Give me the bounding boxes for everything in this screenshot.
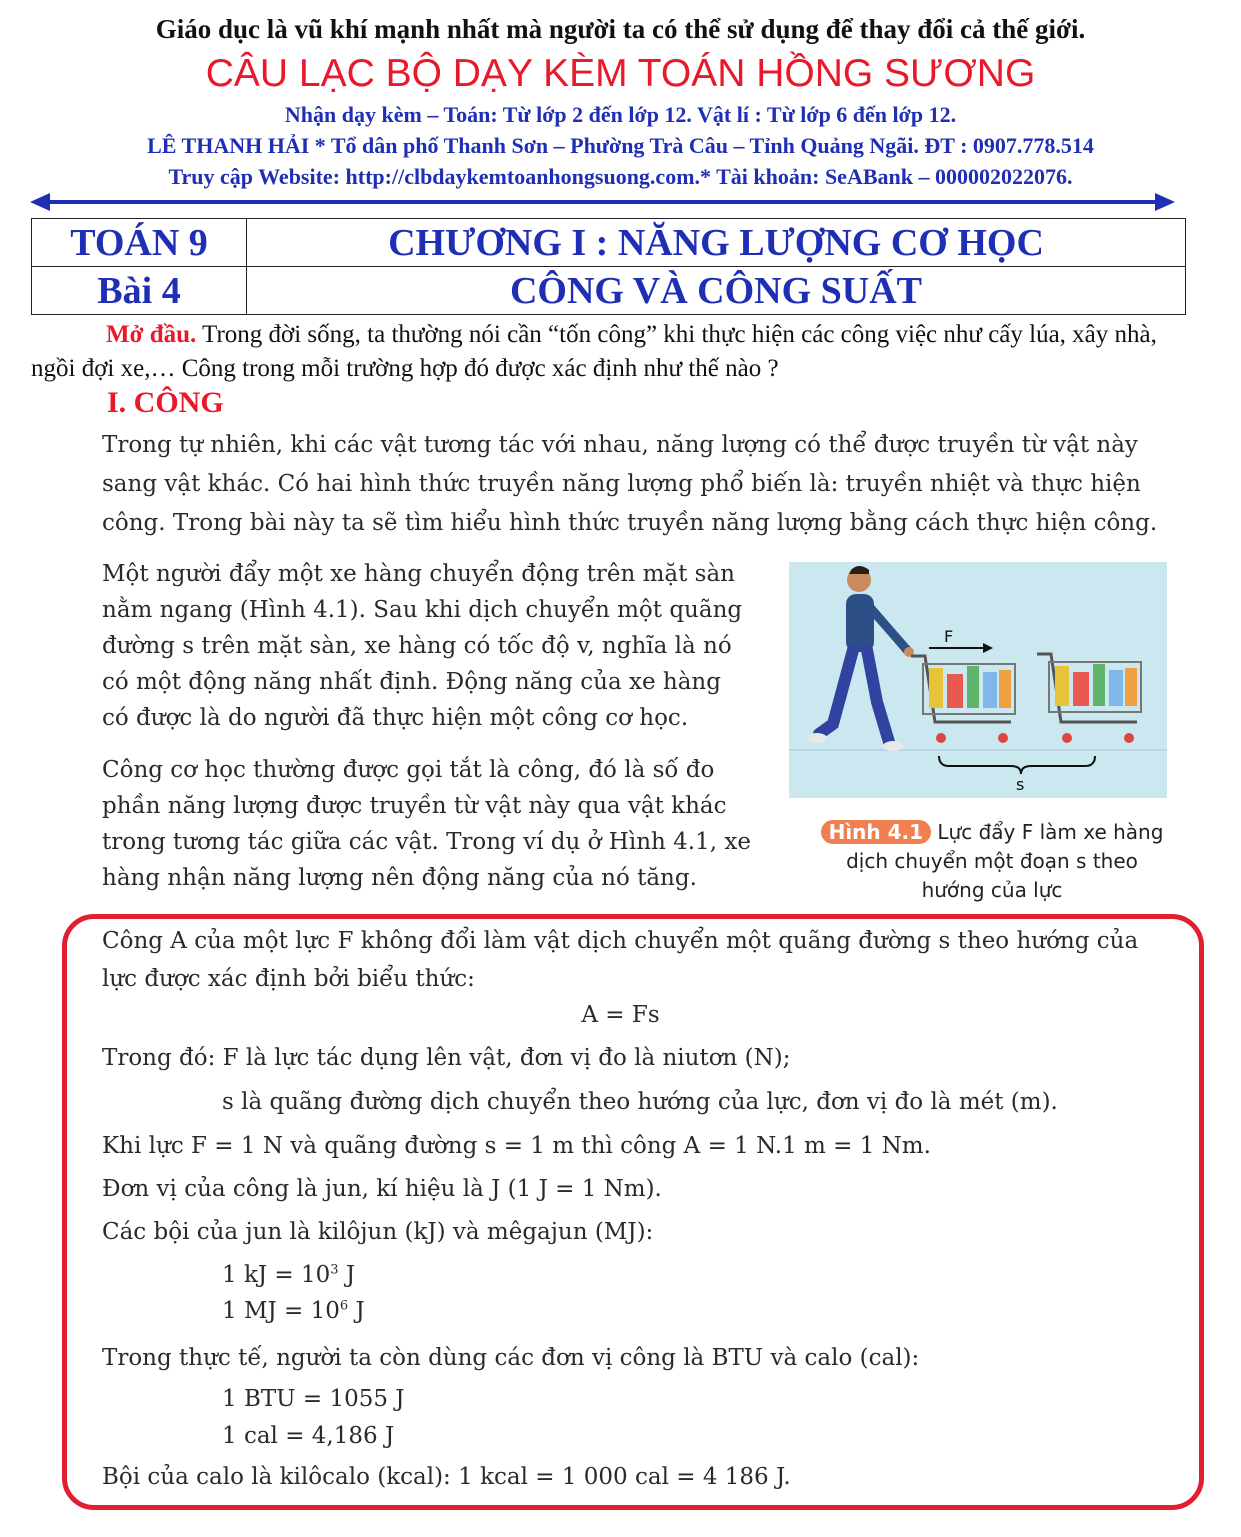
intro-lead: Mở đầu.	[106, 321, 197, 348]
double-arrow-divider	[30, 190, 1175, 214]
person-pushing-cart-illustration	[789, 562, 1167, 798]
intro-text: Trong đời sống, ta thường nói cần “tốn công” khi thực hiện các công việc như cấy lúa, xây nhà, ngồi đợi xe,… Công trong mỗi trường hợp đó được xác định như thế nào ?	[31, 321, 1157, 382]
megajoule-conversion	[222, 1298, 365, 1324]
figure-caption-text: Lực đẩy F làm xe hàng dịch chuyển một đoạn s theo hướng của lực	[846, 820, 1164, 902]
definition-line-1: Công A của một lực F không đổi làm vật dịch chuyển một quãng đường s theo hướng của	[102, 928, 1139, 954]
force-label: F	[944, 627, 954, 646]
calorie-conversion: 1 cal = 4,186 J	[222, 1423, 395, 1449]
definition-unit: Đơn vị của công là jun, kí hiệu là J (1 J = 1 Nm).	[102, 1176, 662, 1202]
lesson-cell: Bài 4	[32, 267, 247, 315]
intro-paragraph	[31, 318, 1191, 386]
kilojoule-conversion	[222, 1262, 355, 1288]
paragraph-work-definition: Công cơ học thường được gọi tắt là công, đó là số đo phần năng lượng được truyền từ vật này qua vật khác trong tương tác giữa các vật. Trong ví dụ ở Hình 4.1, xe hàng nhận năng lượng nên động năng của nó tăng.	[102, 757, 751, 891]
kilojoule-unit: J	[338, 1262, 356, 1288]
definition-example: Khi lực F = 1 N và quãng đường s = 1 m thì công A = 1 N.1 m = 1 Nm.	[102, 1133, 931, 1159]
figure-4-1	[789, 562, 1167, 798]
megajoule-exponent: 6	[339, 1298, 349, 1314]
chapter-cell: CHƯƠNG I : NĂNG LƯỢNG CƠ HỌC	[247, 219, 1186, 267]
figure-caption-badge: Hình 4.1	[821, 820, 931, 844]
megajoule-base: 1 MJ = 10	[222, 1298, 340, 1324]
definition-practice: Trong thực tế, người ta còn dùng các đơn vị công là BTU và calo (cal):	[102, 1345, 920, 1371]
club-name: CÂU LẠC BỘ DẠY KÈM TOÁN HỒNG SƯƠNG	[205, 52, 1036, 95]
lesson-title-cell: CÔNG VÀ CÔNG SUẤT	[247, 267, 1186, 315]
paragraph-cart-example: Một người đẩy một xe hàng chuyển động trên mặt sàn nằm ngang (Hình 4.1). Sau khi dịch chuyển một quãng đường s trên mặt sàn, xe hàng có tốc độ v, nghĩa là nó có một động năng nhất định. Động năng của xe hàng có được là do người đã thực hiện một công cơ học.	[102, 561, 743, 731]
teaching-info: Nhận dạy kèm – Toán: Từ lớp 2 đến lớp 12. Vật lí : Từ lớp 6 đến lớp 12.	[284, 102, 957, 127]
website-info: Truy cập Website: http://clbdaykemtoanhongsuong.com.* Tài khoản: SeABank – 000002022076.	[168, 164, 1073, 189]
definition-multiples: Các bội của jun là kilôjun (kJ) và mêgajun (MJ):	[102, 1219, 654, 1245]
section-heading: I. CÔNG	[107, 386, 224, 419]
definition-where-2: s là quãng đường dịch chuyển theo hướng của lực, đơn vị đo là mét (m).	[222, 1089, 1058, 1115]
btu-conversion: 1 BTU = 1055 J	[222, 1386, 405, 1412]
definition-where-1: Trong đó: F là lực tác dụng lên vật, đơn vị đo là niutơn (N);	[102, 1045, 791, 1071]
work-formula: A = Fs	[581, 1002, 660, 1028]
contact-info: LÊ THANH HẢI * Tổ dân phố Thanh Sơn – Phường Trà Câu – Tỉnh Quảng Ngãi. ĐT : 0907.778.514	[147, 133, 1094, 158]
definition-line-2: lực được xác định bởi biểu thức:	[102, 966, 475, 992]
distance-label: s	[1016, 775, 1025, 794]
kilocalorie-conversion: Bội của calo là kilôcalo (kcal): 1 kcal = 1 000 cal = 4 186 J.	[102, 1464, 791, 1490]
subject-cell: TOÁN 9	[32, 219, 247, 267]
title-table	[31, 218, 1186, 315]
header-motto: Giáo dục là vũ khí mạnh nhất mà người ta có thể sử dụng để thay đổi cả thế giới.	[155, 14, 1086, 44]
kilojoule-exponent: 3	[330, 1262, 339, 1278]
paragraph-energy-transfer: Trong tự nhiên, khi các vật tương tác với nhau, năng lượng có thể được truyền từ vật này sang vật khác. Có hai hình thức truyền năng lượng phổ biến là: truyền nhiệt và thực hiện công. Trong bài này ta sẽ tìm hiểu hình thức truyền năng lượng bằng cách thực hiện công.	[102, 432, 1158, 536]
megajoule-unit: J	[348, 1298, 365, 1324]
kilojoule-base: 1 kJ = 10	[222, 1262, 331, 1288]
figure-caption	[812, 818, 1172, 905]
